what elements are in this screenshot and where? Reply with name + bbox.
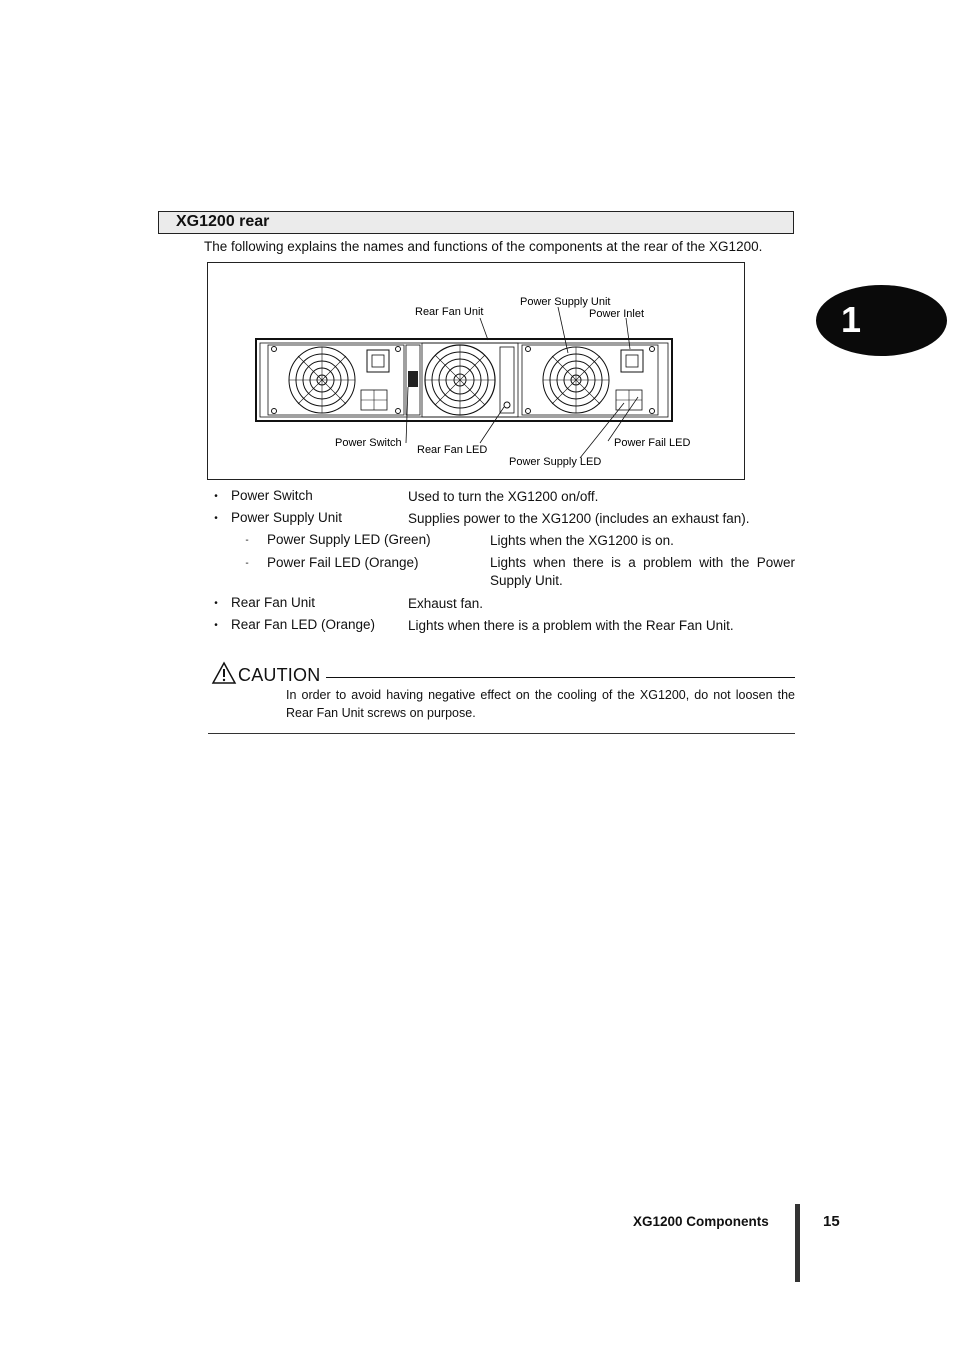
rear-panel-figure	[207, 262, 745, 480]
component-desc: Supplies power to the XG1200 (includes an exhaust fan).	[408, 511, 750, 526]
sub-list-item	[210, 532, 800, 550]
footer-divider	[795, 1204, 800, 1282]
label-rear-fan-unit: Rear Fan Unit	[415, 306, 484, 318]
component-term: Rear Fan LED (Orange)	[231, 617, 376, 632]
component-desc: Lights when there is a problem with the Rear Fan Unit.	[408, 618, 734, 633]
caution-title: CAUTION	[238, 665, 321, 685]
component-term: Power Supply Unit	[231, 510, 343, 525]
chapter-number: 1	[840, 299, 862, 340]
section-heading-text: XG1200 rear	[176, 213, 270, 230]
list-item	[210, 510, 800, 528]
bullet-marker: •	[214, 598, 218, 609]
label-power-fail-led: Power Fail LED	[614, 437, 691, 449]
sub-component-term: Power Supply LED (Green)	[267, 532, 431, 547]
caution-bottom-rule	[208, 733, 795, 734]
sub-component-desc: Lights when the XG1200 is on.	[490, 533, 674, 548]
dash-marker: -	[245, 558, 249, 569]
component-term: Power Switch	[231, 488, 313, 503]
component-desc: Exhaust fan.	[408, 596, 484, 611]
footer-title: XG1200 Components	[633, 1214, 769, 1229]
rear-panel-illustration	[208, 263, 746, 481]
warning-triangle-icon	[211, 661, 237, 685]
dash-marker: -	[245, 535, 249, 546]
caution-rule	[326, 677, 795, 678]
label-power-supply-led: Power Supply LED	[509, 456, 602, 468]
label-power-switch: Power Switch	[335, 437, 402, 449]
sub-component-desc: Lights when there is a problem with the Power Supply Unit.	[490, 555, 795, 588]
sub-list-item	[210, 555, 800, 591]
section-heading	[158, 211, 794, 234]
list-item	[210, 595, 800, 613]
component-term: Rear Fan Unit	[231, 595, 316, 610]
chapter-tab	[816, 285, 947, 356]
bullet-marker: •	[214, 620, 218, 631]
list-item	[210, 488, 800, 506]
list-item	[210, 617, 800, 635]
label-power-inlet: Power Inlet	[589, 308, 645, 320]
component-desc: Used to turn the XG1200 on/off.	[408, 489, 599, 504]
page-number: 15	[823, 1213, 840, 1230]
caution-text: In order to avoid having negative effect on the cooling of the XG1200, do not loosen the Rear Fan Unit screws on purpose.	[286, 688, 795, 720]
intro-paragraph: The following explains the names and functions of the components at the rear of the XG1200.	[204, 239, 763, 254]
label-power-supply-unit: Power Supply Unit	[520, 296, 611, 308]
label-rear-fan-led: Rear Fan LED	[417, 444, 488, 456]
bullet-marker: •	[214, 513, 218, 524]
sub-component-term: Power Fail LED (Orange)	[267, 555, 419, 570]
bullet-marker: •	[214, 491, 218, 502]
